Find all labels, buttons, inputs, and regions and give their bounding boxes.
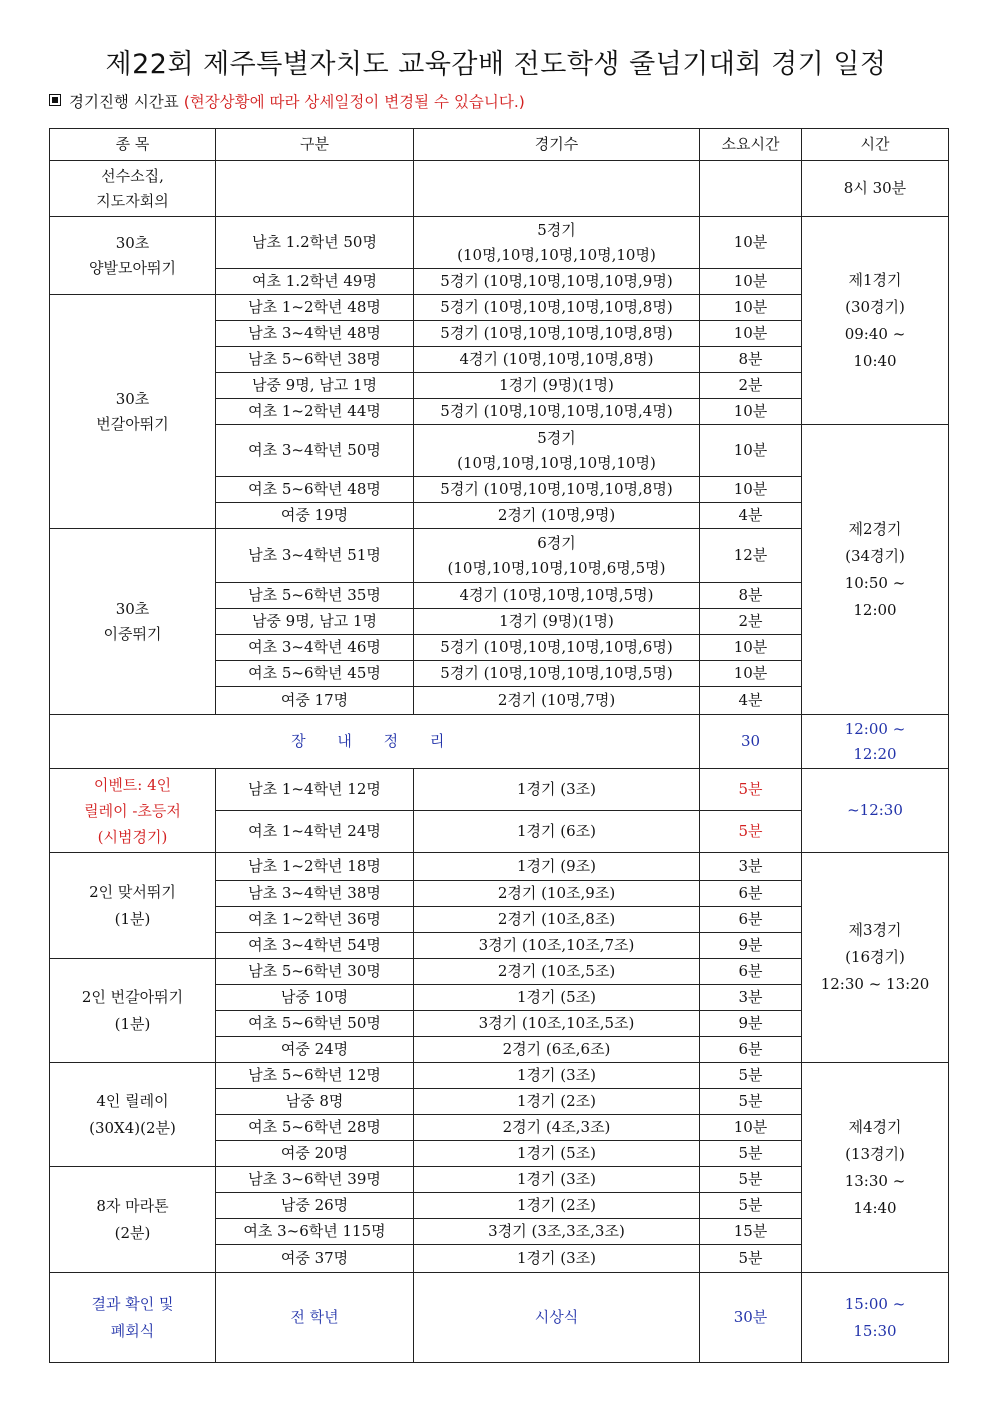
duration-cell: 5분	[700, 1193, 802, 1219]
header-event: 종 목	[50, 129, 216, 161]
time-cell: 제2경기 (34경기) 10:50 ~ 12:00	[802, 425, 949, 715]
header-duration: 소요시간	[700, 129, 802, 161]
games-cell: 5경기 (10명,10명,10명,10명,10명)	[414, 217, 700, 269]
games-cell: 6경기 (10명,10명,10명,10명,6명,5명)	[414, 529, 700, 583]
subtitle-note: (현장상황에 따라 상세일정이 변경될 수 있습니다.)	[183, 93, 525, 111]
event-cell: 2인 맞서뛰기 (1분)	[50, 853, 216, 959]
closing-time: 15:00 ~ 15:30	[802, 1273, 949, 1363]
duration-cell: 2분	[700, 373, 802, 399]
division-cell: 남중 10명	[216, 985, 414, 1011]
duration-cell: 10분	[700, 661, 802, 687]
division-cell: 여초 5~6학년 50명	[216, 1011, 414, 1037]
header-time: 시간	[802, 129, 949, 161]
division-cell: 여초 5~6학년 28명	[216, 1115, 414, 1141]
duration-cell: 5분	[700, 1245, 802, 1273]
event-time-cell: ~12:30	[802, 769, 949, 853]
subtitle-label: 경기진행 시간표	[69, 93, 179, 111]
division-cell: 남중 9명, 남고 1명	[216, 373, 414, 399]
closing-division: 전 학년	[216, 1273, 414, 1363]
division-cell: 여초 3~6학년 115명	[216, 1219, 414, 1245]
division-cell: 남중 8명	[216, 1089, 414, 1115]
event-cell: 30초 양발모아뛰기	[50, 217, 216, 295]
duration-cell: 5분	[700, 811, 802, 853]
time-cell: 제3경기 (16경기) 12:30 ~ 13:20	[802, 853, 949, 1063]
cleanup-time: 12:00 ~ 12:20	[802, 715, 949, 769]
duration-cell: 15분	[700, 1219, 802, 1245]
duration-cell: 8분	[700, 583, 802, 609]
duration-cell: 10분	[700, 1115, 802, 1141]
page-title: 제22회 제주특별자치도 교육감배 전도학생 줄넘기대회 경기 일정	[105, 49, 887, 80]
division-cell: 여초 3~4학년 46명	[216, 635, 414, 661]
games-cell: 1경기 (5조)	[414, 1141, 700, 1167]
games-cell: 2경기 (4조,3조)	[414, 1115, 700, 1141]
cleanup-duration: 30	[700, 715, 802, 769]
duration-cell: 10분	[700, 217, 802, 269]
games-cell: 2경기 (6조,6조)	[414, 1037, 700, 1063]
games-cell: 1경기 (3조)	[414, 769, 700, 811]
duration-cell: 6분	[700, 907, 802, 933]
games-cell: 2경기 (10명,9명)	[414, 503, 700, 529]
division-cell: 여초 1~4학년 24명	[216, 811, 414, 853]
division-cell: 여초 5~6학년 45명	[216, 661, 414, 687]
division-cell: 여초 3~4학년 50명	[216, 425, 414, 477]
duration-cell: 4분	[700, 503, 802, 529]
duration-cell: 8분	[700, 347, 802, 373]
table-row	[50, 217, 949, 269]
games-cell: 2경기 (10조,9조)	[414, 881, 700, 907]
division-cell: 여중 37명	[216, 1245, 414, 1273]
games-cell: 1경기 (2조)	[414, 1089, 700, 1115]
division-cell: 남초 5~6학년 35명	[216, 583, 414, 609]
event-cell: 30초 이중뛰기	[50, 529, 216, 715]
games-cell: 5경기 (10명,10명,10명,10명,8명)	[414, 295, 700, 321]
cleanup-label: 장 내 정 리	[50, 715, 700, 769]
event-cell: 4인 릴레이 (30X4)(2분)	[50, 1063, 216, 1167]
division-cell: 여중 17명	[216, 687, 414, 715]
cleanup-row	[50, 715, 949, 769]
games-cell: 3경기 (3조,3조,3조)	[414, 1219, 700, 1245]
meeting-time: 8시 30분	[802, 161, 949, 217]
subtitle	[49, 90, 525, 112]
empty-cell	[216, 161, 414, 217]
closing-games: 시상식	[414, 1273, 700, 1363]
games-cell: 5경기 (10명,10명,10명,10명,8명)	[414, 321, 700, 347]
empty-cell	[414, 161, 700, 217]
time-cell: 제4경기 (13경기) 13:30 ~ 14:40	[802, 1063, 949, 1273]
closing-duration: 30분	[700, 1273, 802, 1363]
event-cell: 30초 번갈아뛰기	[50, 295, 216, 529]
table-row	[50, 1063, 949, 1089]
division-cell: 남초 1~2학년 48명	[216, 295, 414, 321]
duration-cell: 5분	[700, 1089, 802, 1115]
games-cell: 1경기 (9명)(1명)	[414, 609, 700, 635]
games-cell: 1경기 (3조)	[414, 1245, 700, 1273]
games-cell: 4경기 (10명,10명,10명,5명)	[414, 583, 700, 609]
division-cell: 남초 5~6학년 12명	[216, 1063, 414, 1089]
division-cell: 여중 19명	[216, 503, 414, 529]
duration-cell: 5분	[700, 1063, 802, 1089]
division-cell: 여초 5~6학년 48명	[216, 477, 414, 503]
division-cell: 여초 1~2학년 36명	[216, 907, 414, 933]
games-cell: 1경기 (2조)	[414, 1193, 700, 1219]
duration-cell: 2분	[700, 609, 802, 635]
header-division: 구분	[216, 129, 414, 161]
duration-cell: 10분	[700, 635, 802, 661]
closing-row	[50, 1273, 949, 1363]
duration-cell: 3분	[700, 985, 802, 1011]
closing-event: 결과 확인 및 폐회식	[50, 1273, 216, 1363]
division-cell: 남초 5~6학년 38명	[216, 347, 414, 373]
duration-cell: 12분	[700, 529, 802, 583]
games-cell: 5경기 (10명,10명,10명,10명,9명)	[414, 269, 700, 295]
meeting-event: 선수소집, 지도자회의	[50, 161, 216, 217]
games-cell: 1경기 (5조)	[414, 985, 700, 1011]
duration-cell: 10분	[700, 477, 802, 503]
division-cell: 남초 1.2학년 50명	[216, 217, 414, 269]
division-cell: 남중 26명	[216, 1193, 414, 1219]
square-bullet-icon	[49, 94, 61, 106]
duration-cell: 10분	[700, 399, 802, 425]
duration-cell: 10분	[700, 321, 802, 347]
division-cell: 남초 1~4학년 12명	[216, 769, 414, 811]
games-cell: 2경기 (10조,8조)	[414, 907, 700, 933]
time-cell: 제1경기 (30경기) 09:40 ~ 10:40	[802, 217, 949, 425]
games-cell: 5경기 (10명,10명,10명,10명,8명)	[414, 477, 700, 503]
division-cell: 남중 9명, 남고 1명	[216, 609, 414, 635]
division-cell: 남초 5~6학년 30명	[216, 959, 414, 985]
games-cell: 1경기 (9명)(1명)	[414, 373, 700, 399]
header-games: 경기수	[414, 129, 700, 161]
meeting-row	[50, 161, 949, 217]
games-cell: 1경기 (3조)	[414, 1167, 700, 1193]
division-cell: 남초 3~6학년 39명	[216, 1167, 414, 1193]
division-cell: 여초 1.2학년 49명	[216, 269, 414, 295]
duration-cell: 10분	[700, 295, 802, 321]
games-cell: 5경기 (10명,10명,10명,10명,5명)	[414, 661, 700, 687]
games-cell: 1경기 (3조)	[414, 1063, 700, 1089]
duration-cell: 6분	[700, 959, 802, 985]
division-cell: 남초 3~4학년 38명	[216, 881, 414, 907]
duration-cell: 3분	[700, 853, 802, 881]
games-cell: 3경기 (10조,10조,5조)	[414, 1011, 700, 1037]
games-cell: 1경기 (9조)	[414, 853, 700, 881]
division-cell: 여초 3~4학년 54명	[216, 933, 414, 959]
duration-cell: 5분	[700, 769, 802, 811]
games-cell: 3경기 (10조,10조,7조)	[414, 933, 700, 959]
duration-cell: 9분	[700, 933, 802, 959]
duration-cell: 10분	[700, 269, 802, 295]
event-cell: 이벤트: 4인 릴레이 -초등저 (시범경기)	[50, 769, 216, 853]
division-cell: 여중 20명	[216, 1141, 414, 1167]
header-row	[50, 129, 949, 161]
schedule-table	[49, 128, 949, 1363]
duration-cell: 6분	[700, 881, 802, 907]
table-row	[50, 769, 949, 811]
duration-cell: 5분	[700, 1167, 802, 1193]
division-cell: 여중 24명	[216, 1037, 414, 1063]
duration-cell: 9분	[700, 1011, 802, 1037]
empty-cell	[700, 161, 802, 217]
table-row	[50, 853, 949, 881]
event-cell: 8자 마라톤 (2분)	[50, 1167, 216, 1273]
games-cell: 1경기 (6조)	[414, 811, 700, 853]
event-cell: 2인 번갈아뛰기 (1분)	[50, 959, 216, 1063]
duration-cell: 10분	[700, 425, 802, 477]
games-cell: 5경기 (10명,10명,10명,10명,6명)	[414, 635, 700, 661]
division-cell: 남초 1~2학년 18명	[216, 853, 414, 881]
games-cell: 5경기 (10명,10명,10명,10명,4명)	[414, 399, 700, 425]
duration-cell: 5분	[700, 1141, 802, 1167]
division-cell: 여초 1~2학년 44명	[216, 399, 414, 425]
games-cell: 4경기 (10명,10명,10명,8명)	[414, 347, 700, 373]
games-cell: 2경기 (10조,5조)	[414, 959, 700, 985]
games-cell: 5경기 (10명,10명,10명,10명,10명)	[414, 425, 700, 477]
division-cell: 남초 3~4학년 51명	[216, 529, 414, 583]
games-cell: 2경기 (10명,7명)	[414, 687, 700, 715]
division-cell: 남초 3~4학년 48명	[216, 321, 414, 347]
duration-cell: 6분	[700, 1037, 802, 1063]
duration-cell: 4분	[700, 687, 802, 715]
